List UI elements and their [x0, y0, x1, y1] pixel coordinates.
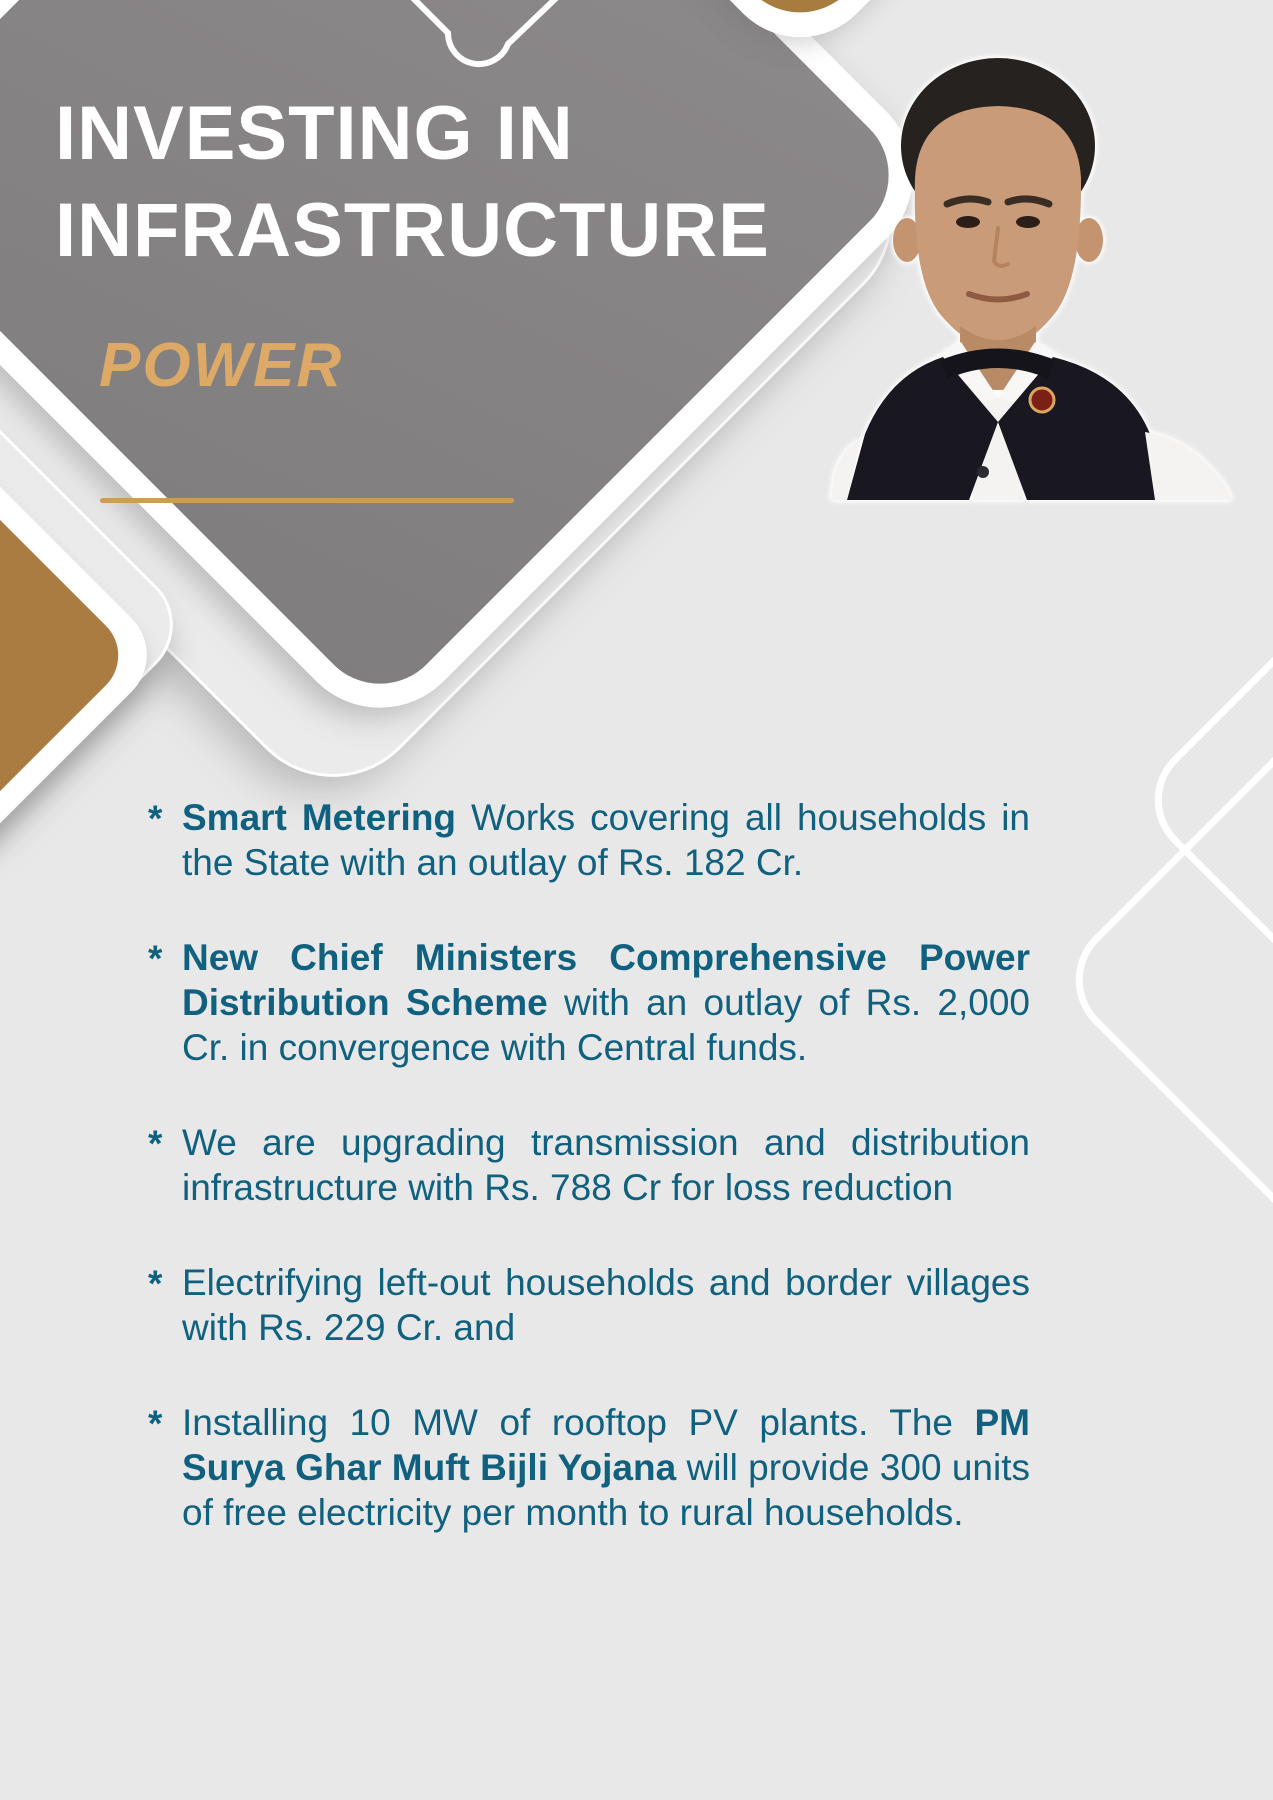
bullet-text: Installing 10 MW of rooftop PV plants. The PM Surya Ghar Muft Bijli Yojana will provide 300 units of free electricity per month to rural households.: [182, 1402, 1030, 1533]
bullet-asterisk: *: [148, 1263, 163, 1304]
page-title-line2: INFRASTRUCTURE: [55, 188, 770, 273]
bullet-item: [148, 1400, 1030, 1535]
bullet-asterisk: *: [148, 1403, 163, 1444]
bullet-item: [148, 935, 1030, 1070]
bullet-text: We are upgrading transmission and distribution infrastructure with Rs. 788 Cr for loss reduction: [182, 1122, 1030, 1208]
section-subtitle: POWER: [99, 331, 344, 400]
bullet-list: [148, 795, 1030, 1585]
portrait-badge-pin: [1030, 388, 1054, 412]
page-title: [55, 85, 770, 279]
bullet-asterisk: *: [148, 938, 163, 979]
gold-underline: [100, 498, 514, 503]
bullet-text: New Chief Ministers Comprehensive Power Distribution Scheme with an outlay of Rs. 2,000 Cr. in convergence with Central funds.: [182, 937, 1030, 1068]
bullet-text: Smart Metering Works covering all households in the State with an outlay of Rs. 182 Cr.: [182, 797, 1030, 883]
bullet-asterisk: *: [148, 1123, 163, 1164]
bullet-item: [148, 795, 1030, 885]
page-title-line1: INVESTING IN: [55, 91, 574, 176]
bullet-text: Electrifying left-out households and border villages with Rs. 229 Cr. and: [182, 1262, 1030, 1348]
bullet-item: [148, 1120, 1030, 1210]
bullet-asterisk: *: [148, 798, 163, 839]
bullet-item: [148, 1260, 1030, 1350]
portrait-photo: [755, 48, 1255, 500]
